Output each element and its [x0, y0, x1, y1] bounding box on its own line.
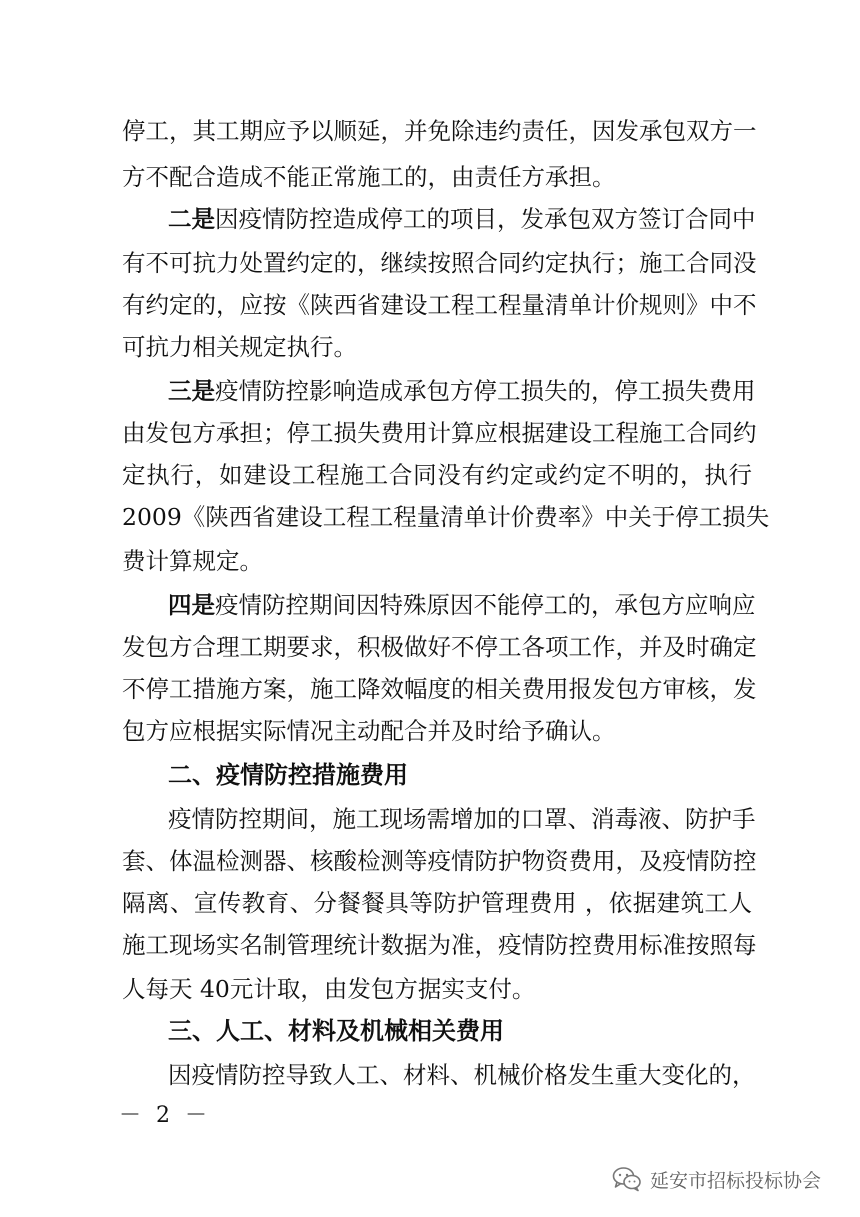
- section-heading-3: 三、人工、材料及机械相关费用: [168, 1017, 504, 1045]
- paragraph-5-line-1: 疫情防控期间，施工现场需增加的口罩、消毒液、防护手: [168, 805, 756, 833]
- paragraph-5-line-4: 施工现场实名制管理统计数据为准，疫情防控费用标准按照每: [122, 931, 757, 959]
- paragraph-2-lead: 二是: [168, 205, 215, 233]
- paragraph-3-lead: 三是: [168, 377, 215, 405]
- paragraph-3-line-1-text: 疫情防控影响造成承包方停工损失的，停工损失费用: [215, 377, 756, 405]
- watermark-text: 延安市招标投标协会: [650, 1169, 822, 1192]
- paragraph-3-line-2: 由发包方承担；停工损失费用计算应根据建设工程施工合同约: [122, 419, 757, 447]
- paragraph-5-line-3: 隔离、宣传教育、分餐餐具等防护管理费用 ，依据建筑工人: [122, 889, 752, 917]
- paragraph-2-line-3: 有约定的，应按《陕西省建设工程工程量清单计价规则》中不: [122, 291, 757, 319]
- account-watermark: [612, 1163, 821, 1195]
- paragraph-2-line-4: 可抗力相关规定执行。: [122, 333, 357, 361]
- paragraph-1-line-1: 停工，其工期应予以顺延，并免除违约责任，因发承包双方一: [122, 117, 757, 145]
- paragraph-2-line-1: [168, 204, 756, 234]
- paragraph-4-line-2: 发包方合理工期要求，积极做好不停工各项工作，并及时确定: [122, 633, 757, 661]
- paragraph-4-line-4: 包方应根据实际情况主动配合并及时给予确认。: [122, 717, 616, 745]
- paragraph-5-line-5: 人每天 40元计取，由发包方据实支付。: [122, 975, 536, 1003]
- paragraph-4-line-1: [168, 590, 756, 620]
- wechat-icon: [612, 1166, 642, 1192]
- paragraph-1-line-2: 方不配合造成不能正常施工的，由责任方承担。: [122, 163, 616, 191]
- paragraph-4-line-1-text: 疫情防控期间因特殊原因不能停工的，承包方应响应: [215, 591, 756, 619]
- paragraph-3-line-4: 2009《陕西省建设工程工程量清单计价费率》中关于停工损失: [122, 503, 770, 531]
- section-heading-2: 二、疫情防控措施费用: [168, 761, 408, 789]
- paragraph-3-line-5: 费计算规定。: [122, 547, 263, 575]
- paragraph-2-line-2: 有不可抗力处置约定的，继续按照合同约定执行；施工合同没: [122, 249, 757, 277]
- paragraph-3-line-3: 定执行，如建设工程施工合同没有约定或约定不明的，执行: [122, 461, 752, 489]
- paragraph-2-line-1-text: 因疫情防控造成停工的项目，发承包双方签订合同中: [215, 205, 756, 233]
- paragraph-6-line-1: 因疫情防控导致人工、材料、机械价格发生重大变化的，: [168, 1061, 756, 1089]
- paragraph-4-line-3: 不停工措施方案，施工降效幅度的相关费用报发包方审核，发: [122, 675, 757, 703]
- page-number: － 2 －: [119, 1103, 211, 1128]
- paragraph-5-line-2: 套、体温检测器、核酸检测等疫情防护物资费用，及疫情防控: [122, 847, 757, 875]
- paragraph-3-line-1: [168, 376, 756, 406]
- paragraph-4-lead: 四是: [168, 591, 215, 619]
